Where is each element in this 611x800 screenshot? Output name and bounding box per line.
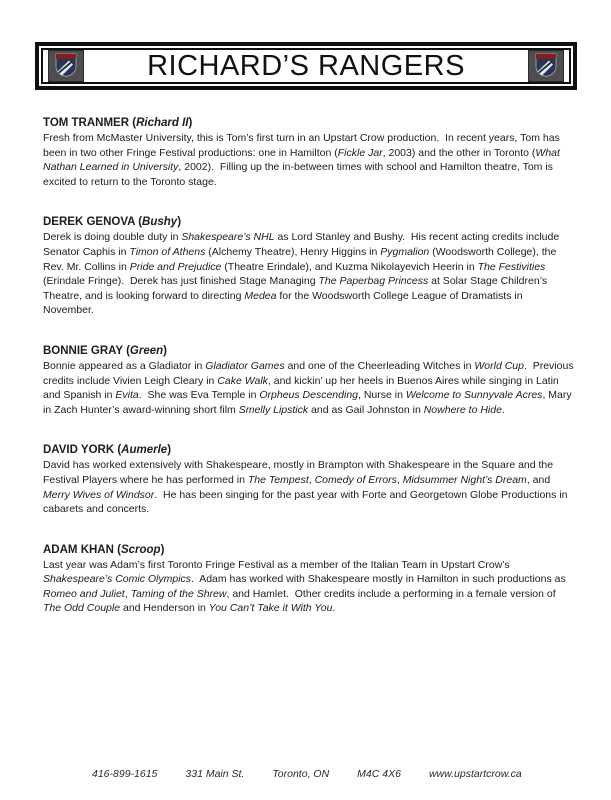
- rangers-shield-icon: [48, 50, 84, 82]
- bio-heading: BONNIE GRAY (Green): [43, 344, 168, 357]
- bio-paragraph: Bonnie appeared as a Gladiator in Gladiator Games and one of the Cheerleading Witches in World Cup. Previous credits include Vivien Leigh Cleary in Cake Walk, and kickin’ up her heels in Buenos Aires while singing in Latin and Spanish in Evita. She was Eva Temple in Orpheus Descending, Nurse in Welcome to Sunnyvale Acres, Mary in Zach Hunter’s award-winning short film Smelly Lipstick and as Gail Johnston in Nowhere to Hide.: [43, 359, 577, 416]
- footer-postal-code: M4C 4X6: [357, 768, 401, 780]
- bio-heading: ADAM KHAN (Scroop): [43, 543, 165, 556]
- bio-paragraph: David has worked extensively with Shakespeare, mostly in Brampton with Shakespeare in the Square and the Festival Players where he has performed in The Tempest, Comedy of Errors, Midsummer Night’s Dream, and Merry Wives of Windsor. He has been singing for the past year with Forte and Georgetown Globe Productions in cabarets and concerts.: [43, 459, 571, 516]
- header-banner-inner: [41, 48, 571, 84]
- bio-heading: TOM TRANMER (Richard II): [43, 117, 193, 129]
- footer-city: Toronto, ON: [272, 768, 330, 780]
- bio-section-bonnie-gray: [43, 344, 575, 417]
- bio-section-david-york: [43, 443, 575, 516]
- bio-list: [43, 116, 575, 642]
- bio-paragraph: Derek is doing double duty in Shakespeare’s NHL as Lord Stanley and Bushy. His recent acting credits include Senator Caphis in Timon of Athens (Alchemy Theatre), Henry Higgins in Pygmalion (Woodsworth College), the Rev. Mr. Collins in Pride and Prejudice (Theatre Erindale), and Kuzma Nikolayevich Heerin in The Festivities (Erindale Fringe). Derek has just finished Stage Managing The Paperbag Princess at Solar Stage Children’s Theatre, and is looking forward to directing Medea for the Woodsworth College League of Dramatists in November.: [43, 231, 563, 317]
- bio-section-tom-tranmer: [43, 116, 575, 189]
- page-title: RICHARD’S RANGERS: [147, 49, 465, 82]
- bio-paragraph: Last year was Adam’s first Toronto Fringe Festival as a member of the Italian Team in Upstart Crow’s Shakespeare’s Comic Olympics. Adam has worked with Shakespeare mostly in Hamilton in such productions as Romeo and Juliet, Taming of the Shrew, and Hamlet. Other credits include a performing in a female version of The Odd Couple and Henderson in You Can’t Take it With You.: [43, 558, 569, 615]
- footer-phone: 416-899-1615: [92, 768, 158, 780]
- bio-section-adam-khan: [43, 543, 575, 616]
- footer-street: 331 Main St.: [185, 768, 245, 780]
- rangers-shield-icon: [528, 50, 564, 82]
- header-banner: [35, 42, 577, 90]
- bio-paragraph: Fresh from McMaster University, this is Tom’s first turn in an Upstart Crow production. In recent years, Tom has been in two other Fringe Festival productions: one in Hamilton (Fickle Jar, 2003) and the other in Toronto (What Nathan Learned in University, 2002). Filling up the in-between times with school and Hamilton theatre, Tom is excited to return to the Toronto stage.: [43, 132, 563, 188]
- bio-heading: DAVID YORK (Aumerle): [43, 444, 172, 457]
- footer-contact-line: [92, 768, 522, 780]
- bio-heading: DEREK GENOVA (Bushy): [43, 216, 182, 229]
- footer-website: www.upstartcrow.ca: [428, 768, 522, 780]
- bio-section-derek-genova: [43, 215, 575, 318]
